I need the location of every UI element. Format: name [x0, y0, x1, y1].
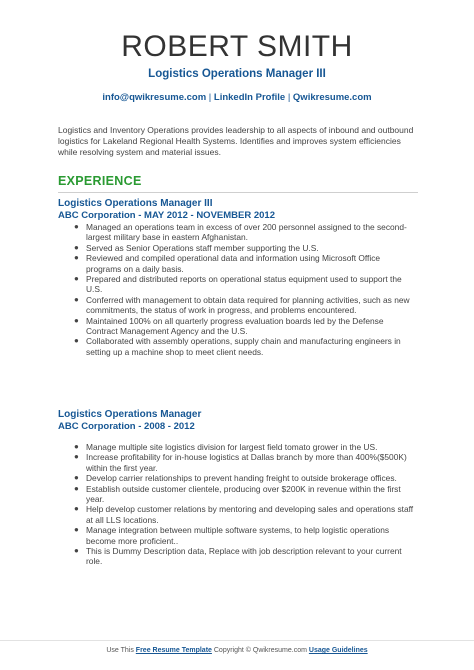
- list-item: [74, 504, 414, 525]
- bullet-text: Establish outside customer clientele, producing over $200K in revenue within the first year.: [86, 483, 401, 505]
- bullet-text: This is Dummy Description data, Replace with job description relevant to your current role.: [86, 546, 402, 567]
- bullet-text: Reviewed and compiled operational data and information using Microsoft Office programs on a daily basis.: [86, 253, 381, 274]
- bullet-dot-icon: ●: [74, 473, 79, 483]
- section-divider: [58, 192, 418, 193]
- bullet-dot-icon: ●: [74, 336, 79, 346]
- bullet-dot-icon: ●: [74, 452, 79, 462]
- bullet-text: Served as Senior Operations staff member supporting the U.S.: [86, 242, 319, 253]
- footer-copyright: Copyright © Qwikresume.com: [211, 647, 309, 654]
- section-heading-experience: EXPERIENCE: [58, 174, 142, 188]
- footer-prefix: Use This: [106, 647, 136, 654]
- bullet-text: Managed an operations team in excess of over 200 personnel assigned to the second-largest military base in eastern Afghanistan.: [86, 222, 407, 243]
- job-company-dates: [58, 421, 195, 433]
- page-footer: [0, 646, 474, 655]
- job-bullet-list: [74, 222, 414, 357]
- job-dash: -: [135, 210, 145, 221]
- list-item: [74, 295, 414, 316]
- website-link[interactable]: Qwikresume.com: [292, 92, 372, 103]
- list-item: [74, 484, 414, 505]
- bullet-text: Increase profitability for in-house logistics at Dallas branch by more than 400%($500K) within the first year.: [86, 452, 407, 473]
- list-item: [74, 452, 414, 473]
- bullet-dot-icon: ●: [74, 483, 79, 493]
- bullet-text: Develop carrier relationships to prevent handing freight to outside brokerage offices.: [86, 473, 397, 484]
- bullet-text: Help develop customer relations by mentoring and developing sales and operations staff at all LLS locations.: [86, 504, 414, 525]
- bullet-dot-icon: ●: [74, 546, 79, 556]
- job-title: Logistics Operations Manager: [58, 409, 202, 420]
- list-item: [74, 473, 414, 483]
- job-dash: -: [135, 421, 145, 432]
- list-item: [74, 243, 414, 253]
- bullet-text: Manage multiple site logistics division for largest field tomato grower in the US.: [86, 442, 378, 452]
- list-item: [74, 274, 414, 295]
- job-dates: 2008 - 2012: [144, 421, 195, 432]
- contact-separator: |: [208, 92, 212, 103]
- bullet-dot-icon: ●: [74, 294, 79, 304]
- job-dates: MAY 2012 - NOVEMBER 2012: [144, 210, 275, 221]
- list-item: [74, 316, 414, 337]
- candidate-name: ROBERT SMITH: [121, 30, 353, 63]
- summary-paragraph: Logistics and Inventory Operations provides leadership to all aspects of inbound and outbound logistics for Lakeland Regional Health Systems. Identifies and improves system efficiencies while resolving system and material issues.: [58, 125, 414, 157]
- bullet-text: Manage integration between multiple software systems, to help logistic operations become more proficient..: [86, 525, 390, 546]
- bullet-dot-icon: ●: [74, 504, 79, 514]
- contact-separator: |: [287, 92, 291, 103]
- candidate-role: Logistics Operations Manager III: [148, 68, 326, 80]
- bullet-text: Collaborated with assembly operations, supply chain and manufacturing engineers in setting up a machine shop to meet client needs.: [86, 336, 401, 357]
- bullet-dot-icon: ●: [74, 525, 79, 535]
- bullet-text: Conferred with management to obtain data required for planning activities, such as new commitments, the status of work in progress, and problems encountered.: [86, 294, 410, 316]
- linkedin-link[interactable]: LinkedIn Profile: [213, 92, 286, 103]
- bullet-dot-icon: ●: [74, 242, 79, 252]
- list-item: [74, 525, 414, 546]
- job-bullet-list: [74, 442, 414, 567]
- bullet-dot-icon: ●: [74, 315, 79, 325]
- usage-guidelines-link[interactable]: Usage Guidelines: [308, 647, 368, 654]
- bullet-dot-icon: ●: [74, 222, 79, 231]
- free-template-link[interactable]: Free Resume Template: [135, 647, 212, 654]
- job-company: ABC Corporation: [58, 210, 136, 221]
- bullet-dot-icon: ●: [74, 274, 79, 284]
- bullet-dot-icon: ●: [74, 253, 79, 263]
- bullet-dot-icon: ●: [74, 442, 79, 451]
- contact-line: [0, 92, 474, 104]
- footer-divider: [0, 640, 474, 641]
- list-item: [74, 336, 414, 357]
- bullet-text: Prepared and distributed reports on operational status equipment used to support the U.S.: [86, 274, 402, 295]
- email-link[interactable]: info@qwikresume.com: [102, 92, 207, 103]
- job-title: Logistics Operations Manager III: [58, 198, 213, 209]
- job-company: ABC Corporation: [58, 421, 136, 432]
- job-company-dates: [58, 210, 275, 222]
- list-item: [74, 253, 414, 274]
- list-item: [74, 442, 414, 452]
- bullet-text: Maintained 100% on all quarterly progress evaluation boards led by the Defense Contract Management Agency and the U.S.: [86, 315, 384, 337]
- list-item: [74, 546, 414, 567]
- list-item: [74, 222, 414, 243]
